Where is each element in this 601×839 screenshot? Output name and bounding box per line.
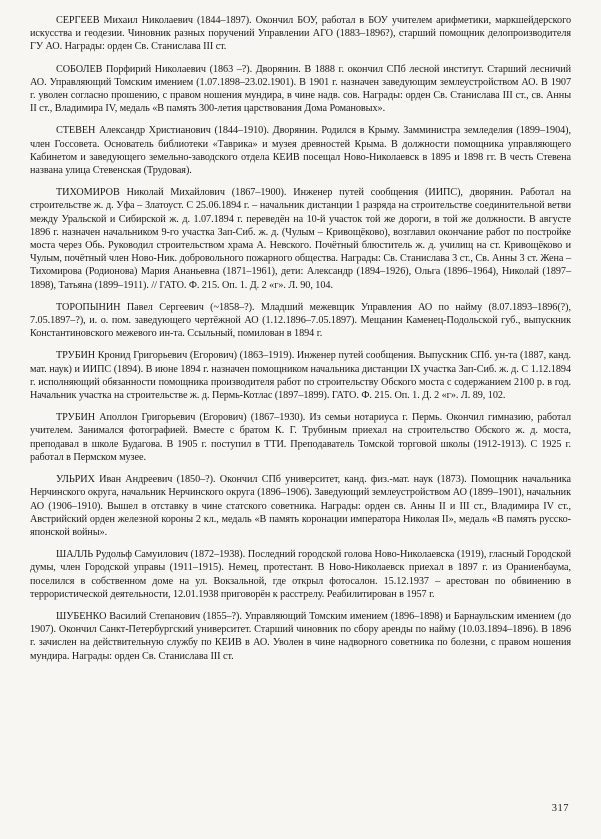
entry-tikhomirov: ТИХОМИРОВ Николай Михайлович (1867–1900). Инженер путей сообщения (ИИПС), дворянин. Работал на строительстве ж. д. Уфа – Златоуст. С 25.06.1894 г. – начальник дистанции 1 разряда на строительстве соединительной ветви между Уральской и Сибирской ж. д. 1.07.1894 г. переведён на 10-й участок той же дороги, в той же должности. В августе 1896 г. назначен начальником 9-го участка Зап-Сиб. ж. д. (Чулым – Кривощёково), возглавил окончание работ по постройке моста через Обь. Руководил строительством храма А. Невского. Почётный блюститель ж. д. училищ на ст. Кривощёково и Чулым, почётный член Ново-Ник. добровольного пожарного общества. Награды: Св. Станислава 3 ст., Св. Анны 3 ст. Жена – Тихомирова (Родионова) Мария Ананьевна (1871–1961), дети: Александр (1894–1926), Ольга (1896–1964), Николай (1897–1898), Татьяна (1899–1911). // ГАТО. Ф. 215. Оп. 1. Д. 2 «г». Л. 90, 104.: [30, 187, 571, 291]
entry-sergeev: СЕРГЕЕВ Михаил Николаевич (1844–1897). Окончил БОУ, работал в БОУ учителем арифметики, маркшейдерского искусства и геодезии. Чиновник разных поручений Управлении АГО (1883–1896?), старший помощник делопроизводителя ГУ АО. Награды: орден Св. Станислава III ст.: [30, 15, 571, 53]
entry-shubenko: ШУБЕНКО Василий Степанович (1855–?). Управляющий Томским имением (1896–1898) и Барнаульским имением (до 1907). Окончил Санкт-Петербургский университет. Старший чиновник по сбору аренды по найму (10.03.1894–1896). В 1896 г. зачислен на действительную службу по КЕИВ в АО. Уволен в чине надворного советника по болезни, с правом ношения мундира. Награды: орден Св. Станислава III ст.: [30, 610, 571, 662]
entry-sobolev: СОБОЛЕВ Порфирий Николаевич (1863 –?). Дворянин. В 1888 г. окончил СПб лесной институт. Старший лесничий АО. Управляющий Томским имением (1.07.1898–23.02.1901). В 1901 г. назначен заведующим землеустройством АО. В 1907 г. уволен согласно прошению, с правом ношения мундира, в чине надв. сов. Награды: орден Св. Станислава III ст., св. Анны II ст., Владимира IV, медаль «В память 300-летия царствования Дома Романовых».: [30, 63, 571, 115]
page-number: 317: [551, 803, 569, 814]
entry-trubin-kronid: ТРУБИН Кронид Григорьевич (Егорович) (1863–1919). Инженер путей сообщения. Выпускник СПб. ун-та (1887, канд. мат. наук) и ИИПС (1894). В июне 1894 г. назначен помощником начальника дистанции IX участка Зап-Сиб. ж. д. С 1.12.1894 г. исполняющий обязанности помощника производителя работ по строительству Обского моста с содержанием 2100 р. в год. Начальник участка на строительстве ж. д. Пермь-Котлас (1897–1899). ГАТО. Ф. 215. Оп. 1. Д. 2 «г». Л. 89, 102.: [30, 350, 571, 402]
entry-trubin-apollon: ТРУБИН Аполлон Григорьевич (Егорович) (1867–1930). Из семьи нотариуса г. Пермь. Окончил гимназию, работал учителем. Занимался фотографией. Вместе с братом К. Г. Трубиным приехал на строительство Обского ж. д. моста, преподавал в школе Будагова. В 1905 г. поступил в ТТИ. Преподаватель Томской торговой школы (1912-1913). С 1925 г. работал в Пермском музее.: [30, 412, 571, 463]
entry-toropynin: ТОРОПЫНИН Павел Сергеевич (~1858–?). Младший межевщик Управления АО по найму (8.07.1893–1896(?), 7.05.1897–?), и. о. пом. заведующего чертёжной АО (1.12.1896–7.05.1897). Мещанин Каменец-Подольской губ., выпускник Константиновского межевого ин-та. Ссыльный, помилован в 1894 г.: [30, 301, 571, 340]
entry-shall: ШАЛЛЬ Рудольф Самуилович (1872–1938). Последний городской голова Ново-Николаевска (1919), гласный Городской думы, член Городской управы (1911–1915). Немец, протестант. В Ново-Николаевск приехал в 1897 г. из Ораниенбаума, поселился в собственном доме на ул. Вокзальной, где открыл фотосалон. 15.12.1937 – арестован по обвинению в террористической деятельности, 12.01.1938 приговорён к расстрелу. Реабилитирован в 1957 г.: [30, 549, 571, 600]
entry-ulrikh: УЛЬРИХ Иван Андреевич (1850–?). Окончил СПб университет, канд. физ.-мат. наук (1873). Помощник начальника Нерчинского округа, начальник Нерчинского округа (1896–1906). Заведующий землеустройством АО (1899–1901), начальник АО (1906–1910). Вышел в отставку в чине статского советника. Награды: орден св. Анны II и III ст., Владимира IV ст., Австрийский орден железной короны 2 кл., медаль «В память коронации императора Николая II», медаль «В память русско-японской войны».: [30, 474, 571, 538]
entry-steven: СТЕВЕН Александр Христианович (1844–1910). Дворянин. Родился в Крыму. Замминистра земледелия (1899–1904), член Госсовета. Основатель библиотеки «Таврика» и музея древностей Крыма. В должности помощника управляющего Кабинетом и заведующего земельно-заводского отдела КЕИВ посещал Ново-Николаевск в 1895 и 1898 гг. В честь Стевена названа улица Стевенская (Трудовая).: [30, 125, 571, 177]
